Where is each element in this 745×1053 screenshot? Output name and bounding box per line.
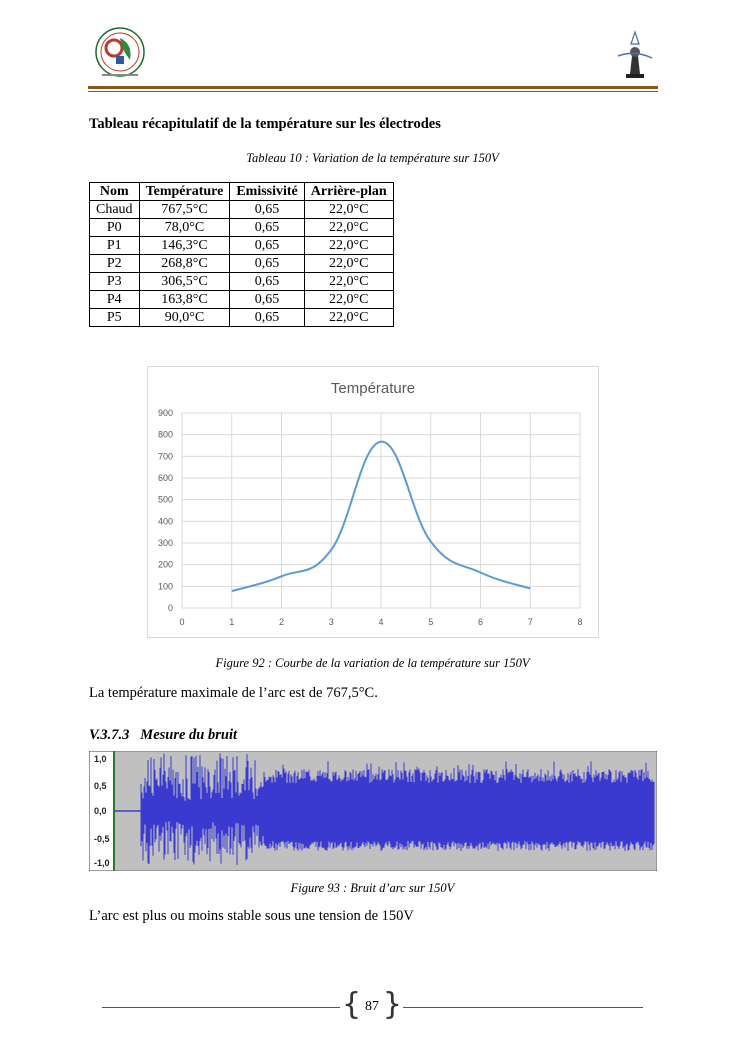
cell-name: Chaud (90, 201, 140, 219)
footer-rule-left (102, 1007, 340, 1008)
x-tick-label: 8 (577, 617, 583, 627)
x-tick-label: 6 (477, 617, 484, 627)
y-tick-label: 900 (157, 408, 173, 418)
cell-temperature: 90,0°C (139, 309, 230, 327)
cell-background: 22,0°C (304, 219, 393, 237)
waveform-axis-label: 1,0 (94, 754, 107, 764)
header-rule-thin (88, 91, 658, 92)
y-tick-label: 600 (157, 473, 173, 483)
conclusion-text: L’arc est plus ou moins stable sous une tension de 150V (89, 908, 414, 924)
table-row (90, 201, 394, 219)
lab-logo (610, 26, 660, 82)
x-tick-label: 0 (179, 617, 185, 627)
noise-waveform (89, 751, 657, 871)
cell-name: P2 (90, 255, 140, 273)
header-nom: Nom (90, 183, 140, 201)
table-row (90, 291, 394, 309)
cell-emissivity: 0,65 (230, 219, 304, 237)
x-tick-label: 5 (428, 617, 434, 627)
cell-temperature: 78,0°C (139, 219, 230, 237)
y-tick-label: 700 (157, 451, 173, 462)
table-header-row (90, 183, 394, 201)
page-number-box (340, 987, 404, 1022)
y-tick-label: 800 (157, 429, 173, 440)
right-brace-icon: } (382, 987, 402, 1022)
table-row (90, 273, 394, 291)
temperature-chart-frame (147, 366, 599, 638)
waveform-axis-label: -1,0 (94, 858, 110, 868)
x-tick-label: 4 (378, 617, 384, 627)
waveform-axis-label: 0,5 (94, 781, 107, 791)
table-row (90, 219, 394, 237)
waveform-axis-label: -0,5 (94, 834, 110, 844)
table-row (90, 237, 394, 255)
cell-emissivity: 0,65 (230, 237, 304, 255)
temperature-chart (148, 367, 598, 637)
y-tick-label: 0 (167, 603, 173, 613)
header-arriere-plan: Arrière-plan (304, 183, 393, 201)
cell-emissivity: 0,65 (230, 291, 304, 309)
university-logo (92, 26, 148, 80)
cell-temperature: 146,3°C (139, 237, 230, 255)
cell-background: 22,0°C (304, 291, 393, 309)
x-tick-label: 2 (278, 617, 285, 627)
header-emissivite: Emissivité (230, 183, 304, 201)
footer-rule-right (403, 1007, 643, 1008)
cell-name: P1 (90, 237, 140, 255)
cell-temperature: 767,5°C (139, 201, 230, 219)
cell-emissivity: 0,65 (230, 255, 304, 273)
x-tick-label: 7 (527, 617, 533, 627)
left-brace-icon: { (342, 987, 362, 1022)
table-row (90, 309, 394, 327)
cell-name: P4 (90, 291, 140, 309)
cell-background: 22,0°C (304, 201, 393, 219)
subsection-heading: V.3.7.3 Mesure du bruit (89, 727, 237, 743)
cell-emissivity: 0,65 (230, 273, 304, 291)
cell-emissivity: 0,65 (230, 309, 304, 327)
header-rule (88, 86, 658, 89)
cell-temperature: 306,5°C (139, 273, 230, 291)
cell-background: 22,0°C (304, 273, 393, 291)
cell-background: 22,0°C (304, 237, 393, 255)
page-number: 87 (365, 999, 379, 1014)
cell-temperature: 268,8°C (139, 255, 230, 273)
section-heading: Tableau récapitulatif de la température sur les électrodes (89, 116, 441, 132)
cell-name: P5 (90, 309, 140, 327)
y-tick-label: 500 (157, 494, 173, 505)
chart-title: Température (330, 380, 416, 397)
figure-93-caption: Figure 93 : Bruit d’arc sur 150V (290, 881, 455, 895)
header-temperature: Température (139, 183, 230, 201)
cell-temperature: 163,8°C (139, 291, 230, 309)
y-tick-label: 200 (157, 559, 173, 570)
y-tick-label: 400 (157, 516, 173, 527)
max-temperature-text: La température maximale de l’arc est de 767,5°C. (89, 685, 378, 701)
cell-emissivity: 0,65 (230, 201, 304, 219)
table-caption: Tableau 10 : Variation de la température sur 150V (246, 151, 499, 165)
x-tick-label: 3 (328, 617, 334, 627)
x-tick-label: 1 (229, 617, 235, 627)
cell-name: P3 (90, 273, 140, 291)
figure-92-caption: Figure 92 : Courbe de la variation de la température sur 150V (215, 656, 530, 670)
cell-name: P0 (90, 219, 140, 237)
table-row (90, 255, 394, 273)
waveform-axis-label: 0,0 (94, 806, 107, 816)
cell-background: 22,0°C (304, 309, 393, 327)
summary-table (89, 182, 394, 327)
y-tick-label: 300 (157, 538, 173, 548)
y-tick-label: 100 (157, 581, 173, 592)
cell-background: 22,0°C (304, 255, 393, 273)
